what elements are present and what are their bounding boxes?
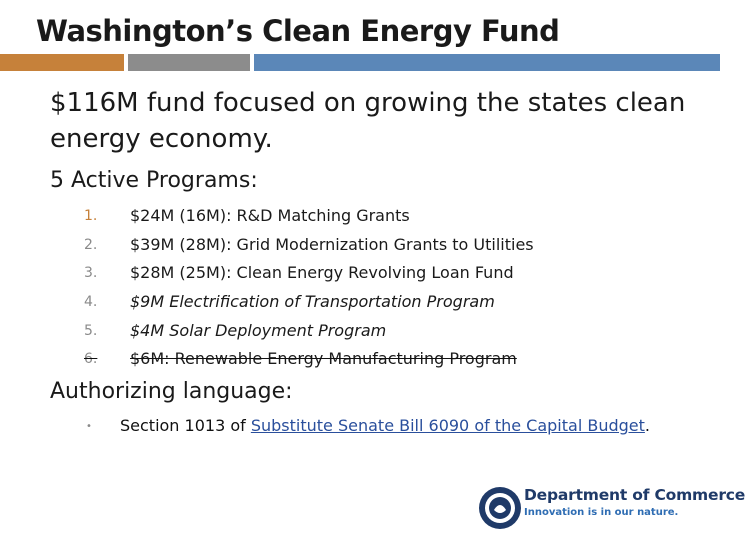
accent-stripe-gray	[128, 54, 250, 71]
authorizing-heading: Authorizing language:	[50, 379, 293, 404]
program-item-struck	[60, 345, 680, 374]
program-number: 3.	[84, 265, 98, 282]
commerce-logo	[478, 480, 745, 536]
program-item	[60, 202, 680, 231]
programs-heading: 5 Active Programs:	[50, 168, 258, 193]
program-number: 4.	[84, 294, 98, 311]
program-number: 5.	[84, 322, 98, 339]
slide-title: Washington’s Clean Energy Fund	[36, 14, 560, 48]
authorizing-item	[86, 416, 650, 435]
program-text: $4M Solar Deployment Program	[130, 320, 387, 340]
program-text: $6M: Renewable Energy Manufacturing Program	[130, 349, 517, 369]
program-text: $28M (25M): Clean Energy Revolving Loan Fund	[130, 263, 514, 283]
program-number: 2.	[84, 236, 98, 253]
bullet-icon: •	[86, 421, 92, 432]
accent-stripe-orange	[0, 54, 124, 71]
program-item	[60, 288, 680, 317]
bill-link[interactable]: Substitute Senate Bill 6090 of the Capital Budget	[250, 416, 645, 435]
org-tagline: Innovation is in our nature.	[524, 507, 679, 518]
program-item	[60, 317, 680, 346]
program-item	[60, 231, 680, 260]
program-text: $24M (16M): R&D Matching Grants	[130, 206, 410, 225]
program-item	[60, 259, 680, 288]
authorizing-suffix: .	[644, 416, 650, 435]
lead-statement: $116M fund focused on growing the states clean energy economy.	[50, 88, 686, 154]
accent-stripe-blue	[254, 54, 720, 71]
programs-list	[60, 202, 680, 374]
program-text: $9M Electrification of Transportation Program	[130, 292, 495, 312]
washington-seal-icon	[478, 486, 522, 530]
authorizing-prefix: Section 1013 of	[120, 416, 251, 435]
program-text: $39M (28M): Grid Modernization Grants to Utilities	[130, 234, 534, 254]
org-name: Department of Commerce	[524, 486, 745, 504]
program-number: 1.	[84, 208, 98, 224]
program-number: 6.	[84, 351, 98, 368]
